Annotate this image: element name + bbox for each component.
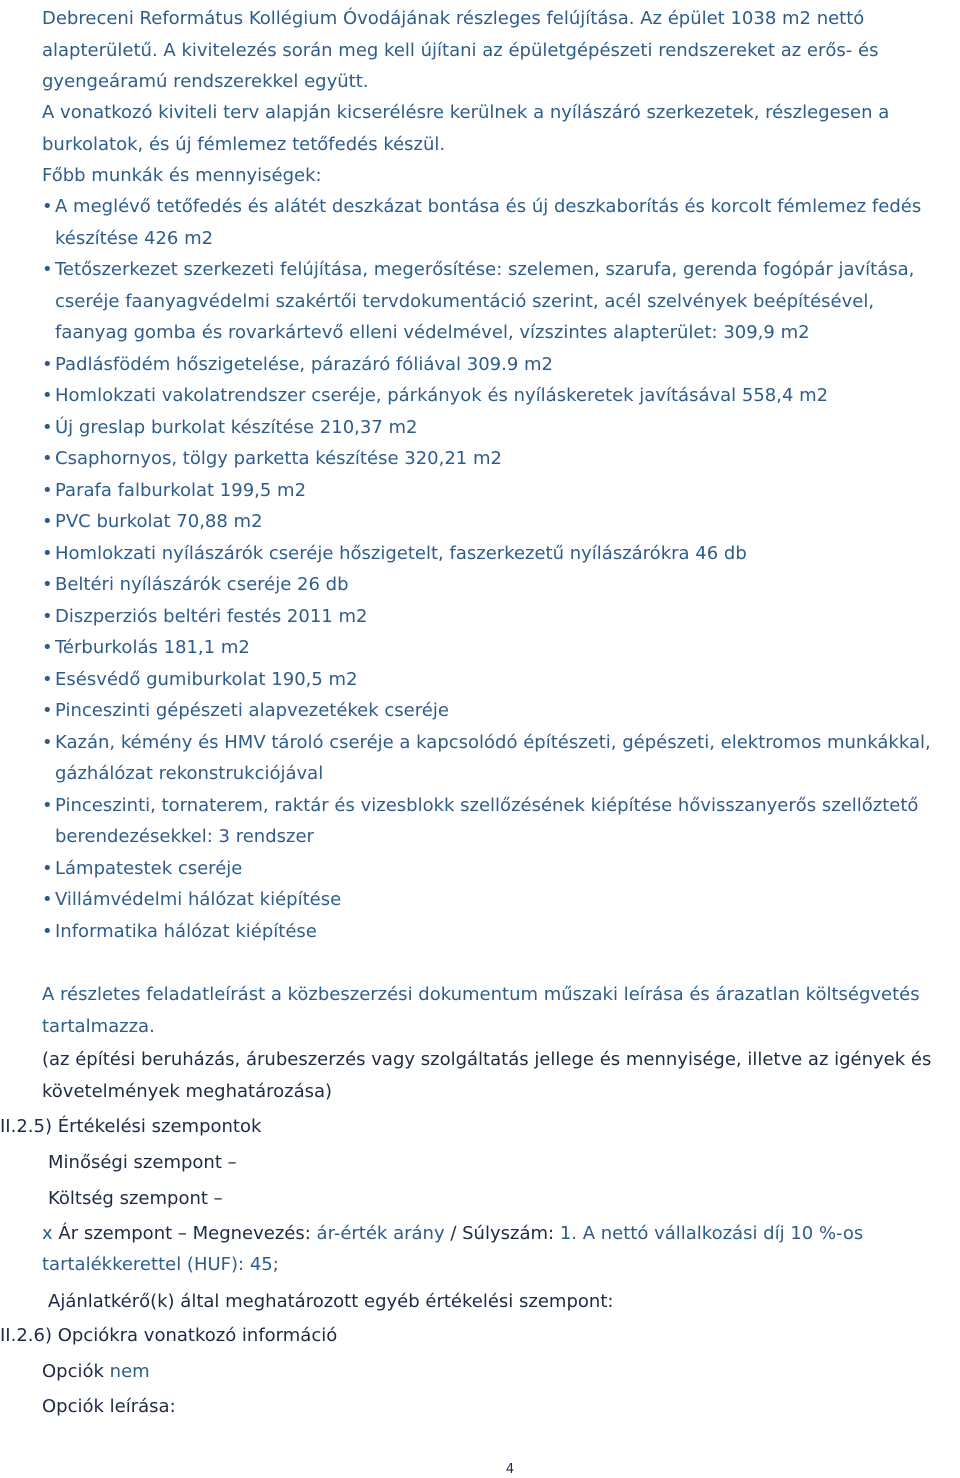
bullet-icon: • bbox=[42, 416, 53, 438]
options-description-label: Opciók leírása: bbox=[42, 1396, 176, 1417]
work-item bbox=[42, 632, 948, 664]
work-item bbox=[42, 349, 948, 381]
options-value: nem bbox=[109, 1361, 150, 1382]
work-item-text: Parafa falburkolat 199,5 m2 bbox=[55, 479, 307, 501]
work-item-text: Diszperziós beltéri festés 2011 m2 bbox=[55, 605, 368, 627]
work-item bbox=[42, 538, 948, 570]
bullet-icon: • bbox=[42, 353, 53, 375]
works-list bbox=[42, 191, 948, 947]
work-item bbox=[42, 506, 948, 538]
bullet-icon: • bbox=[42, 668, 53, 690]
price-mark: x bbox=[42, 1223, 53, 1244]
intro-paragraph-2: A vonatkozó kiviteli terv alapján kicserélésre kerülnek a nyílászáró szerkezetek, részlegesen a burkolatok, és új fémlemez tetőfedés készül. bbox=[42, 102, 890, 155]
work-item-text: PVC burkolat 70,88 m2 bbox=[55, 511, 263, 532]
bullet-icon: • bbox=[42, 511, 53, 532]
work-item-text: A meglévő tetőfedés és alátét deszkázat bontása és új deszkaborítás és korcolt fémlemez fedés készítése 426 m2 bbox=[55, 196, 922, 249]
weight-value: 1. A nettó vállalkozási díj 10 %-os tartalékkerettel (HUF): 45; bbox=[42, 1223, 864, 1275]
bullet-icon: • bbox=[42, 794, 53, 816]
bullet-icon: • bbox=[42, 920, 53, 942]
work-item-text: Pinceszinti, tornaterem, raktár és vizesblokk szellőzésének kiépítése hővisszanyerős szellőztető berendezésekkel: 3 rendszer bbox=[55, 794, 919, 847]
weight-label: / Súlyszám: bbox=[450, 1223, 555, 1244]
work-item bbox=[42, 191, 948, 254]
work-item-text: Padlásfödém hőszigetelése, párazáró fóliával 309.9 m2 bbox=[55, 353, 553, 375]
section-225-heading: II.2.5) Értékelési szempontok bbox=[0, 1116, 262, 1137]
options-line bbox=[42, 1357, 150, 1387]
work-item bbox=[42, 412, 948, 444]
section-226-heading: II.2.6) Opciókra vonatkozó információ bbox=[0, 1325, 338, 1346]
bullet-icon: • bbox=[42, 605, 53, 627]
work-item-text: Új greslap burkolat készítése 210,37 m2 bbox=[55, 416, 418, 438]
options-label: Opciók bbox=[42, 1361, 104, 1382]
bullet-icon: • bbox=[42, 542, 53, 564]
scope-note: (az építési beruházás, árubeszerzés vagy szolgáltatás jellege és mennyisége, illetve az igények és követelmények meghatározása) bbox=[42, 1049, 932, 1102]
bullet-icon: • bbox=[42, 385, 53, 406]
work-item-text: Lámpatestek cseréje bbox=[55, 857, 243, 879]
work-item-text: Beltéri nyílászárók cseréje 26 db bbox=[55, 574, 349, 595]
cost-criterion: Költség szempont – bbox=[48, 1188, 223, 1209]
bullet-icon: • bbox=[42, 731, 53, 753]
work-item-text: Pinceszinti gépészeti alapvezetékek cseréje bbox=[55, 700, 449, 721]
work-item-text: Villámvédelmi hálózat kiépítése bbox=[55, 889, 342, 910]
work-item bbox=[42, 664, 948, 696]
bullet-icon: • bbox=[42, 857, 53, 879]
work-item-text: Kazán, kémény és HMV tároló cseréje a kapcsolódó építészeti, gépészeti, elektromos munkákkal, gázhálózat rekonstrukciójával bbox=[55, 731, 931, 784]
work-item bbox=[42, 601, 948, 633]
work-item-text: Térburkolás 181,1 m2 bbox=[55, 637, 250, 658]
price-label: Ár szempont – Megnevezés: bbox=[58, 1223, 311, 1244]
work-item-text: Esésvédő gumiburkolat 190,5 m2 bbox=[55, 668, 358, 690]
work-item-text: Homlokzati vakolatrendszer cseréje, párkányok és nyíláskeretek javításával 558,4 m2 bbox=[55, 385, 829, 406]
work-item bbox=[42, 569, 948, 601]
work-item bbox=[42, 884, 948, 916]
bullet-icon: • bbox=[42, 889, 53, 910]
bullet-icon: • bbox=[42, 448, 53, 469]
works-heading: Főbb munkák és mennyiségek: bbox=[42, 165, 322, 186]
work-item bbox=[42, 254, 948, 349]
work-item bbox=[42, 380, 948, 412]
work-item-text: Informatika hálózat kiépítése bbox=[55, 920, 317, 942]
work-item-text: Csaphornyos, tölgy parketta készítése 320,21 m2 bbox=[55, 448, 502, 469]
price-name: ár-érték arány bbox=[316, 1223, 445, 1244]
quality-criterion: Minőségi szempont – bbox=[48, 1152, 237, 1173]
work-item bbox=[42, 443, 948, 475]
intro-paragraph-1: Debreceni Református Kollégium Óvodájának részleges felújítása. Az épület 1038 m2 nettó alapterületű. A kivitelezés során meg kell újítani az épületgépészeti rendszereket az erős- és gyengeáramú rendszerekkel együtt. bbox=[42, 8, 879, 92]
bullet-icon: • bbox=[42, 259, 53, 280]
bullet-icon: • bbox=[42, 574, 53, 595]
bullet-icon: • bbox=[42, 196, 53, 217]
work-item-text: Tetőszerkezet szerkezeti felújítása, megerősítése: szelemen, szarufa, gerenda fogópár javítása, cseréje faanyagvédelmi szakértői tervdokumentáció szerint, acél szelvények beépítésével, faanyag gomba és rovarkártevő elleni védelmével, vízszintes alapterület: 309,9 m2 bbox=[55, 259, 915, 343]
bullet-icon: • bbox=[42, 637, 53, 658]
page-number: 4 bbox=[505, 1462, 515, 1477]
work-item bbox=[42, 790, 948, 853]
work-item bbox=[42, 727, 948, 790]
bullet-icon: • bbox=[42, 479, 53, 501]
bullet-icon: • bbox=[42, 700, 53, 721]
work-item bbox=[42, 916, 948, 948]
work-item bbox=[42, 853, 948, 885]
price-criterion bbox=[42, 1218, 948, 1280]
work-item-text: Homlokzati nyílászárók cseréje hőszigetelt, faszerkezetű nyílászárókra 46 db bbox=[55, 542, 747, 564]
work-item bbox=[42, 695, 948, 727]
other-criterion: Ajánlatkérő(k) által meghatározott egyéb értékelési szempont: bbox=[48, 1291, 614, 1312]
details-note: A részletes feladatleírást a közbeszerzési dokumentum műszaki leírása és árazatlan költségvetés tartalmazza. bbox=[42, 984, 920, 1037]
work-item bbox=[42, 475, 948, 507]
